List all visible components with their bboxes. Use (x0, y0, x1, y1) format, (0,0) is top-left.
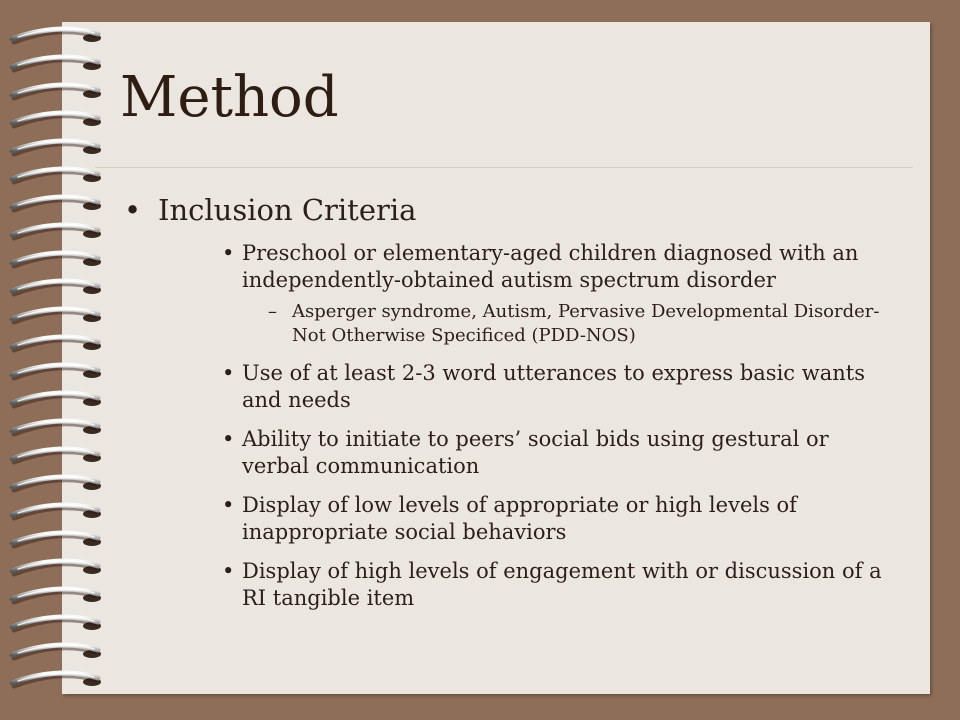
bullet-marker: • (124, 193, 142, 227)
title-divider (95, 167, 913, 168)
bullet-marker: • (222, 427, 235, 451)
bullet-text: Inclusion Criteria (158, 193, 417, 227)
dash-marker: – (268, 301, 277, 322)
bullet-text: Asperger syndrome, Autism, Pervasive Developmental Disorder-Not Otherwise Specificed (PDD-NOS) (292, 301, 880, 346)
slide-content (120, 190, 910, 624)
bullet-text: Preschool or elementary-aged children diagnosed with an independently-obtained autism spectrum disorder (242, 241, 859, 292)
sub-sub-bullet-diagnosis-types (266, 300, 892, 348)
bullet-text: Ability to initiate to peers’ social bids using gestural or verbal communication (242, 427, 829, 478)
slide-title: Method (120, 65, 339, 130)
bullet-text: Display of high levels of engagement with or discussion of a RI tangible item (242, 559, 882, 610)
bullet-text: Display of low levels of appropriate or high levels of inappropriate social behaviors (242, 493, 797, 544)
bullet-text: Use of at least 2-3 word utterances to express basic wants and needs (242, 361, 865, 412)
bullet-inclusion-criteria (120, 190, 910, 230)
bullet-marker: • (222, 361, 235, 385)
bullet-marker: • (222, 241, 235, 265)
sub-bullet-initiate (218, 426, 902, 480)
sub-bullet-diagnosis (218, 240, 902, 294)
sub-bullet-social-behaviors (218, 492, 902, 546)
bullet-marker: • (222, 493, 235, 517)
sub-bullet-utterances (218, 360, 902, 414)
sub-bullet-engagement (218, 558, 902, 612)
bullet-marker: • (222, 559, 235, 583)
